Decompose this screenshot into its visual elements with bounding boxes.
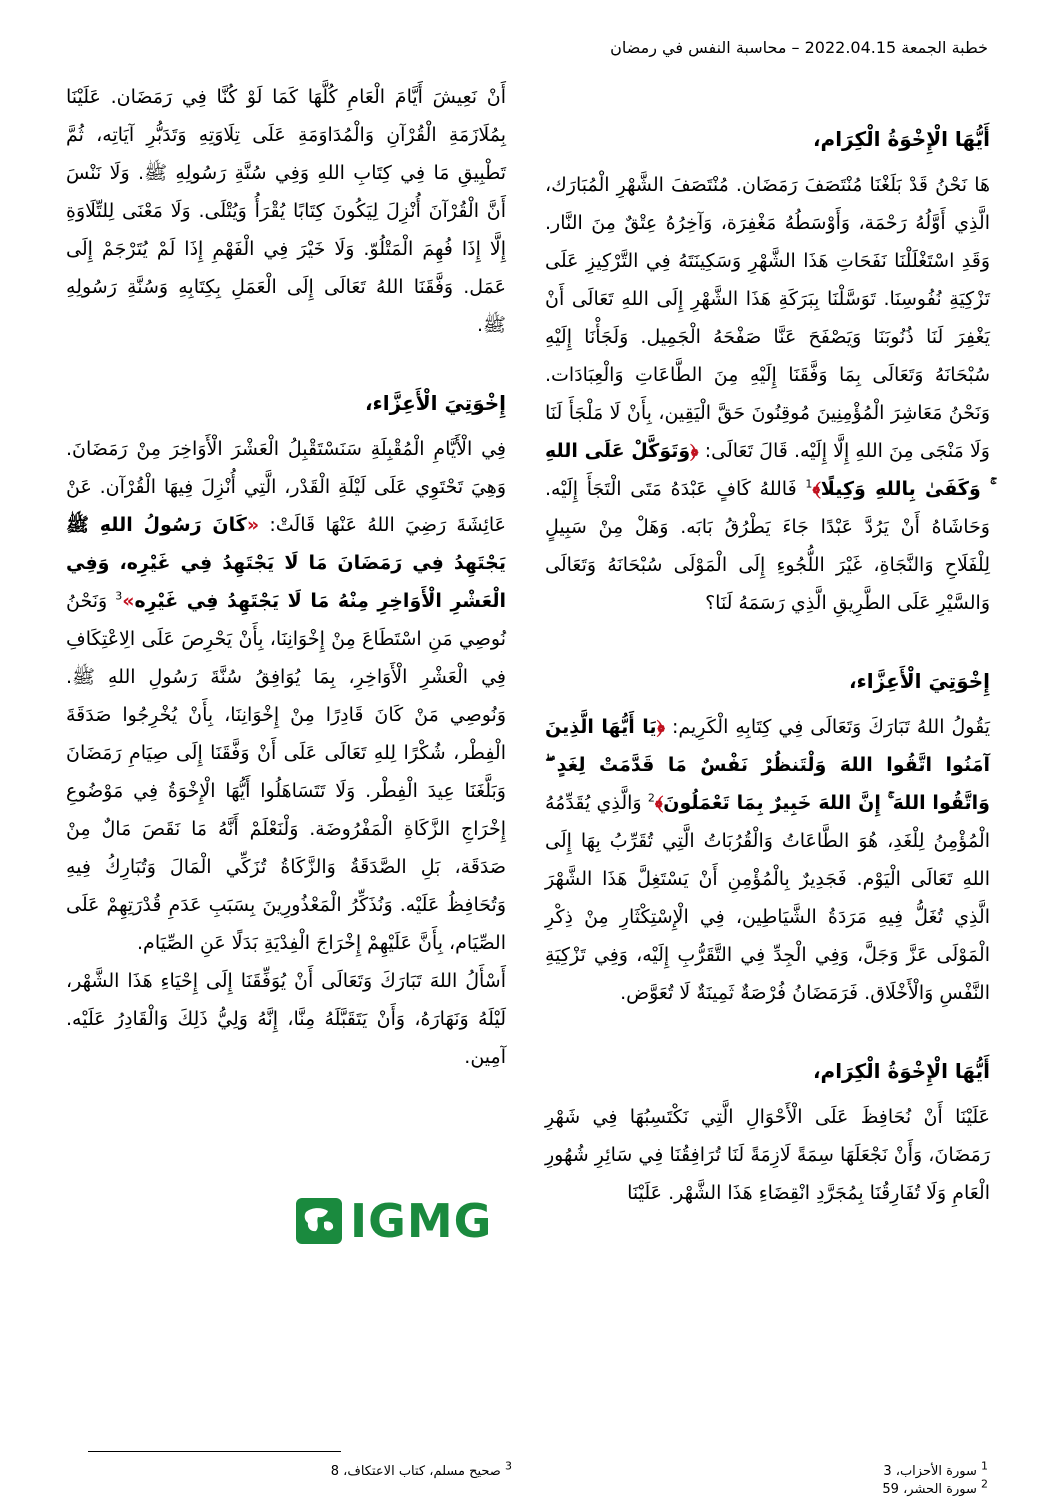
paragraph-2 [545, 708, 990, 1012]
footnote-3-text: صحيح مسلم، كتاب الاعتكاف، 8 [330, 1464, 501, 1479]
footnote-1 [882, 1459, 988, 1481]
section-heading-4: إِخْوَتِيَ الْأَعِزَّاء، [364, 391, 506, 415]
footnotes-right [882, 1459, 988, 1499]
footnote-number-3: 3 [505, 1459, 512, 1473]
verse-open-bracket: ﴿ [690, 440, 699, 462]
verse-close-bracket: ﴾ [812, 478, 821, 500]
globe-icon [296, 1198, 342, 1244]
footnote-ref-2[interactable]: 2 [647, 791, 655, 805]
footnote-divider [88, 1451, 341, 1452]
igmg-logo [296, 1194, 512, 1248]
hadith-text: كَانَ رَسُولُ اللهِ ﷺ يَجْتَهِدُ فِي رَمَضَانَ مَا لَا يَجْتَهِدُ فِي غَيْرِه، وَفِي الْعَشْرِ الْأَوَاخِرِ مِنْهُ مَا لَا يَجْتَهِدُ فِي غَيْرِه [66, 514, 506, 612]
footnote-3 [312, 1459, 512, 1481]
paragraph-1-text: هَا نَحْنُ قَدْ بَلَغْنَا مُنْتَصَفَ رَمَضَان. مُنْتَصَفَ الشَّهْرِ الْمُبَارَك، الَّذِي أَوَّلُهُ رَحْمَة، وَأَوْسَطُهُ مَغْفِرَة، وَآخِرُهُ عِتْقٌ مِنَ النَّار. وَقَدِ اسْتَغْلَلْنَا نَفَحَاتِ هَذَا الشَّهْرِ وَسَكِينَتَهُ فِي التَّرْكِيزِ عَلَى تَزْكِيَةِ نُفُوسِنَا. تَوَسَّلْنَا بِبَرَكَةِ هَذَا الشَّهْرِ إِلَى اللهِ تَعَالَى أَنْ يَغْفِرَ لَنَا ذُنُوبَنَا وَيَصْفَحَ عَنَّا صَفْحَهُ الْجَمِيل. وَلَجَأْنَا إِلَيْهِ سُبْحَانَهُ وَتَعَالَى بِمَا وَفَّقَنَا إِلَيْهِ مِنَ الطَّاعَاتِ وَالْعِبَادَات. وَنَحْنُ مَعَاشِرَ الْمُؤْمِنِينَ مُوقِنُونَ حَقَّ الْيَقِين، بِأَنْ لَا مَلْجَأَ لَنَا وَلَا مَنْجَى مِنَ اللهِ إِلَّا إِلَيْه. قَالَ تَعَالَى: [545, 174, 990, 462]
section-heading-3: أَيُّهَا الْإِخْوَةُ الْكِرَام، [812, 1059, 990, 1083]
hadith-open-quote: « [246, 514, 260, 536]
verse-open-bracket: ﴿ [656, 716, 665, 738]
footnote-1-text: سورة الأحزاب، 3 [883, 1464, 977, 1479]
footnote-2 [882, 1477, 988, 1499]
paragraph-1 [545, 166, 990, 622]
paragraph-5 [66, 430, 506, 962]
right-column [545, 120, 990, 1212]
section-heading-2: إِخْوَتِيَ الْأَعِزَّاء، [848, 669, 990, 693]
quran-verse-1: وَتَوَكَّلْ عَلَى اللهِ ۚ وَكَفَىٰ بِاللهِ وَكِيلًا [545, 440, 991, 500]
verse-close-bracket: ﴾ [654, 792, 664, 814]
paragraph-5-continuation: وَنَحْنُ نُوصِي مَنِ اسْتَطَاعَ مِنْ إِخْوَانِنَا، بِأَنْ يَحْرِصَ عَلَى الِاعْتِكَافِ فِي الْعَشْرِ الْأَوَاخِرِ، بِمَا يُوَافِقُ سُنَّةَ رَسُولِ اللهِ ﷺ. وَنُوصِي مَنْ كَانَ قَادِرًا مِنْ إِخْوَانِنَا، بِأَنْ يُخْرِجُوا صَدَقَةَ الْفِطْر، شُكْرًا لِلهِ تَعَالَى عَلَى أَنْ وَفَّقَنَا إِلَى صِيَامِ رَمَضَانَ وَبَلَّغَنَا عِيدَ الْفِطْر. وَلَا تَتَسَاهَلُوا أَيُّهَا الْإِخْوَةُ فِي مَوْضُوعِ إِخْرَاجِ الزَّكَاةِ الْمَفْرُوضَة. وَلْنَعْلَمْ أَنَّهُ مَا نَقَصَ مَالٌ مِنْ صَدَقَة، بَلِ الصَّدَقَةُ وَالزَّكَاةُ تُزَكِّي الْمَالَ وَتُبَارِكُ فِيهِ وَتُحَافِظُ عَلَيْه. وَنُذَكِّرُ الْمَعْذُورِينَ بِسَبَبِ عَدَمِ قُدْرَتِهِمْ عَلَى الصِّيَام، بِأَنَّ عَلَيْهِمْ إِخْرَاجَ الْفِدْيَةِ بَدَلًا عَنِ الصِّيَام. [66, 590, 506, 954]
footnote-number-2: 2 [981, 1477, 988, 1491]
section-heading-1: أَيُّهَا الْإِخْوَةُ الْكِرَام، [812, 127, 990, 151]
left-column [66, 78, 506, 1076]
footnote-ref-3[interactable]: 3 [115, 589, 123, 603]
paragraph-2-intro: يَقُولُ اللهُ تَبَارَكَ وَتَعَالَى فِي كِتَابِهِ الْكَرِيم: [671, 716, 990, 738]
hadith-close-quote: » [122, 590, 135, 612]
paragraph-2-continuation: وَالَّذِي يُقَدِّمُهُ الْمُؤْمِنُ لِلْغَدِ، هُوَ الطَّاعَاتُ وَالْقُرُبَاتُ الَّتِي تُقَرِّبُ بِهَا إِلَى اللهِ تَعَالَى الْيَوْم. فَجَدِيرٌ بِالْمُؤْمِنِ أَنْ يَسْتَغِلَّ هَذَا الشَّهْرَ الَّذِي تُغَلُّ فِيهِ مَرَدَةُ الشَّيَاطِين، فِي الْإِسْتِكْثَارِ مِنْ ذِكْرِ الْمَوْلَى عَزَّ وَجَلَّ، وَفِي الْجِدِّ فِي التَّقَرُّبِ إِلَيْه، وَفِي تَزْكِيَةِ النَّفْسِ وَالْأَخْلَاق. فَرَمَضَانُ فُرْصَةٌ ثَمِينَةٌ لَا تُعَوَّض. [545, 792, 990, 1004]
footnote-number-1: 1 [981, 1459, 988, 1473]
paragraph-3: عَلَيْنَا أَنْ نُحَافِظَ عَلَى الْأَحْوَالِ الَّتِي نَكْتَسِبُهَا فِي شَهْرِ رَمَضَانَ، وَأَنْ نَجْعَلَهَا سِمَةً لَازِمَةً لَنَا تُرَافِقُنَا فِي سَائِرِ شُهُورِ الْعَامِ وَلَا تُفَارِقُنَا بِمُجَرَّدِ انْقِضَاءِ هَذَا الشَّهْر. عَلَيْنَا [545, 1106, 990, 1204]
paragraph-6: أَسْأَلُ اللهَ تَبَارَكَ وَتَعَالَى أَنْ يُوَفِّقَنَا إِلَى إِحْيَاءِ هَذَا الشَّهْر، لَيْلَهُ وَنَهَارَهُ، وَأَنْ يَتَقَبَّلَهُ مِنَّا، إِنَّهُ وَلِيُّ ذَلِكَ وَالْقَادِرُ عَلَيْه. آمِين. [66, 970, 506, 1068]
paragraph-1-continuation: فَاللهُ كَافٍ عَبْدَهُ مَتَى الْتَجَأَ إِلَيْه. وَحَاشَاهُ أَنْ يَرُدَّ عَبْدًا جَاءَ يَطْرُقُ بَابَه. وَهَلْ مِنْ سَبِيلٍ لِلْفَلَاحِ وَالنَّجَاةِ، غَيْرَ اللُّجُوءِ إِلَى الْمَوْلَى سُبْحَانَهُ وَتَعَالَى وَالسَّيْرِ عَلَى الطَّرِيقِ الَّذِي رَسَمَهُ لَنَا؟ [545, 478, 990, 614]
quran-verse-2: يَا أَيُّهَا الَّذِينَ آمَنُوا اتَّقُوا اللهَ وَلْتَنظُرْ نَفْسٌ مَا قَدَّمَتْ لِغَدٍ ۖ وَاتَّقُوا اللهَ ۚ إِنَّ اللهَ خَبِيرٌ بِمَا تَعْمَلُونَ [545, 716, 990, 814]
paragraph-5-intro: فِي الْأَيَّامِ الْمُقْبِلَةِ سَنَسْتَقْبِلُ الْعَشْرَ الْأَوَاخِرَ مِنْ رَمَضَانَ. وَهِيَ تَحْتَوِي عَلَى لَيْلَةِ الْقَدْر، الَّتِي أُنْزِلَ فِيهَا الْقُرْآن. عَنْ عَائِشَةَ رَضِيَ اللهُ عَنْهَا قَالَتْ: [66, 438, 506, 536]
logo-text: IGMG [350, 1194, 493, 1248]
footnote-ref-1[interactable]: 1 [805, 477, 813, 491]
page-header: خطبة الجمعة 2022.04.15 – محاسبة النفس في رمضان [610, 38, 988, 57]
footnote-2-text: سورة الحشر، 59 [882, 1482, 977, 1497]
footnotes-left [312, 1459, 512, 1481]
paragraph-4: أَنْ نَعِيشَ أَيَّامَ الْعَامِ كُلَّهَا كَمَا لَوْ كُنَّا فِي رَمَضَان. عَلَيْنَا بِمُلَازَمَةِ الْقُرْآنِ وَالْمُدَاوَمَةِ عَلَى تِلَاوَتِهِ وَتَدَبُّرِ آيَاتِه، ثُمَّ تَطْبِيقِ مَا فِي كِتَابِ اللهِ وَفِي سُنَّةِ رَسُولِهِ ﷺ. وَلَا نَنْسَ أَنَّ الْقُرْآنَ أُنْزِلَ لِيَكُونَ كِتَابًا يُقْرَأُ وَيُتْلَى. وَلَا مَعْنَى لِلتِّلَاوَةِ إِلَّا إِذَا فُهِمَ الْمَتْلُوّ. وَلَا خَيْرَ فِي الْفَهْمِ إِذَا لَمْ يُتَرْجَمْ إِلَى عَمَل. وَفَّقَنَا اللهُ تَعَالَى إِلَى الْعَمَلِ بِكِتَابِهِ وَسُنَّةِ رَسُولِهِ ﷺ. [66, 86, 506, 336]
